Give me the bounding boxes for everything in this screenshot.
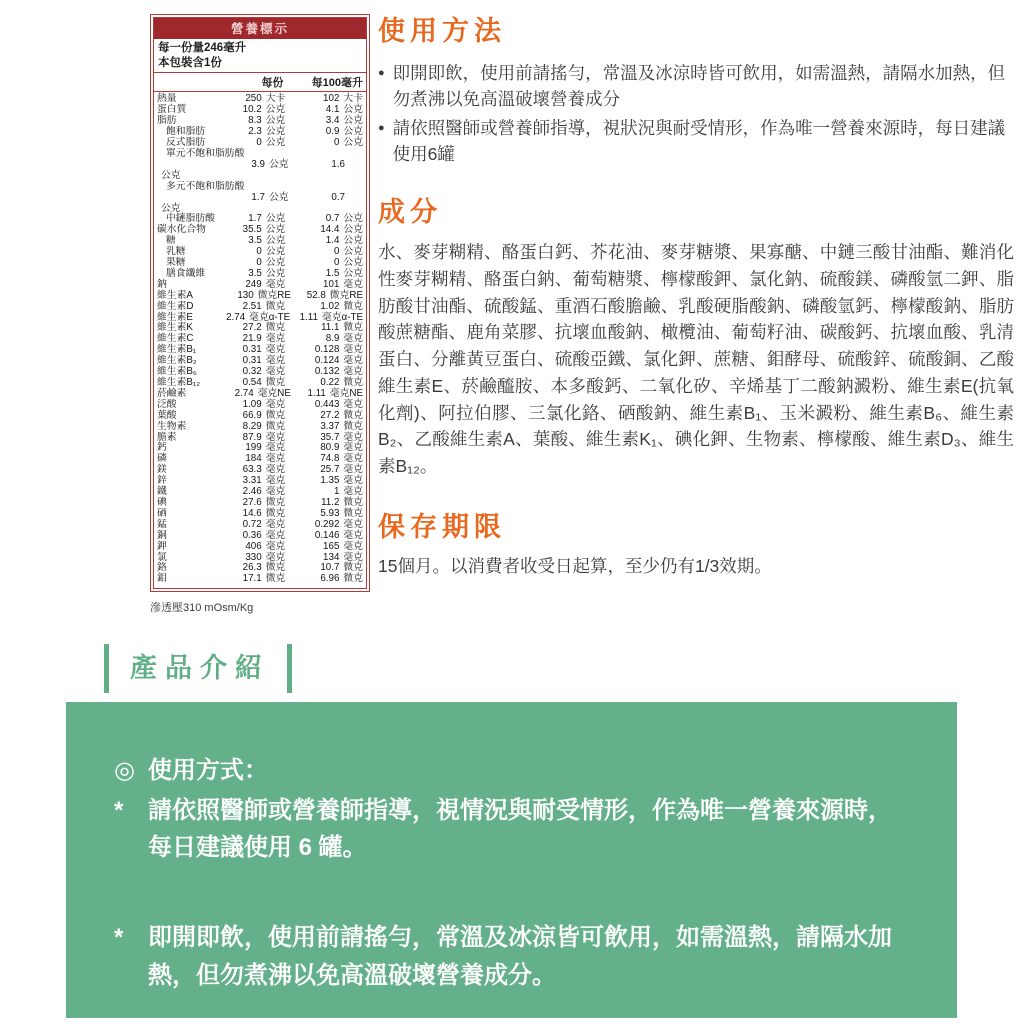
value-per-100ml: 165	[323, 540, 340, 552]
unit-per-serving: 毫克	[265, 475, 286, 487]
osmolality-note: 滲透壓310 mOsm/Kg	[150, 602, 254, 615]
unit-per-100ml: 毫克	[343, 431, 363, 443]
unit-per-serving: 微克	[265, 377, 286, 388]
intro-line-marker: *	[114, 924, 124, 952]
unit-per-100ml: 微克	[343, 562, 363, 574]
unit-per-100ml: 微克	[343, 377, 363, 388]
value-per-100ml: 0	[333, 137, 340, 149]
nutrient-name: 膽素	[157, 431, 177, 443]
value-per-100ml: 1.35	[320, 475, 340, 487]
unit-per-100ml: 公克	[161, 169, 181, 181]
value-per-serving: 0.31	[242, 344, 262, 356]
value-per-serving: 2.3	[248, 126, 262, 138]
unit-per-serving: 毫克	[265, 431, 286, 443]
unit-per-serving: 微克	[265, 420, 286, 432]
value-per-serving: 0.31	[242, 355, 262, 367]
unit-per-serving: 毫克	[265, 529, 286, 541]
nutrient-name: 鈉	[157, 278, 167, 290]
value-per-serving: 35.5	[242, 224, 262, 236]
value-per-100ml: 80.9	[320, 442, 340, 454]
nutrient-name: 維生素B₁₂	[157, 377, 201, 388]
unit-per-serving: 微克	[265, 573, 286, 585]
nutrition-row	[157, 542, 363, 553]
value-per-100ml: 35.7	[320, 431, 340, 443]
unit-per-100ml: 毫克	[343, 344, 363, 356]
nutrient-name: 生物素	[157, 420, 187, 432]
unit-per-serving: 微克	[265, 507, 286, 519]
nutrient-name: 碳水化合物	[157, 224, 206, 236]
nutrient-name: 碘	[157, 496, 167, 508]
value-per-serving: 26.3	[242, 562, 262, 574]
nutrition-row	[157, 574, 363, 585]
value-per-serving: 0.36	[242, 529, 262, 541]
value-per-100ml: 27.2	[320, 409, 340, 421]
nutrient-name: 鉻	[157, 562, 167, 574]
value-per-serving: 3.5	[248, 235, 262, 247]
unit-per-serving: 公克	[265, 235, 286, 247]
value-per-serving: 27.6	[242, 496, 262, 508]
unit-per-100ml: 毫克	[343, 366, 363, 378]
nutrition-label	[150, 14, 370, 592]
shelf-life-text: 15個月。以消費者收受日起算，至少仍有1/3效期。	[378, 556, 772, 577]
unit-per-serving: 毫克	[265, 355, 286, 367]
ingredients-section	[378, 197, 1014, 480]
nutrition-row	[157, 411, 363, 422]
value-per-serving: 0.54	[242, 377, 262, 388]
unit-per-100ml: 毫克	[343, 278, 363, 290]
value-per-serving: 2.46	[242, 486, 262, 498]
nutrient-name: 維生素E	[157, 311, 193, 323]
value-per-100ml: 0.443	[314, 398, 340, 410]
nutrient-name: 鉬	[157, 573, 167, 585]
nutrient-name: 鉀	[157, 540, 167, 552]
unit-per-100ml: 公克	[161, 202, 181, 214]
value-per-100ml: 0.7	[325, 213, 340, 225]
unit-per-100ml: 公克	[343, 267, 363, 279]
value-per-100ml: 0.132	[314, 366, 340, 378]
value-per-serving: 0	[256, 246, 262, 258]
value-per-100ml: 0	[333, 257, 340, 269]
unit-per-100ml: 毫克	[343, 540, 363, 552]
usage-list	[378, 60, 1014, 167]
value-per-100ml: 3.4	[325, 115, 340, 127]
unit-per-serving: 大卡	[265, 93, 286, 105]
unit-per-100ml: 公克	[343, 137, 363, 149]
value-per-serving: 250	[245, 93, 262, 105]
unit-per-serving: 毫克	[265, 464, 286, 476]
unit-per-serving: 公克	[265, 246, 286, 258]
value-per-100ml: 0.128	[314, 344, 340, 356]
unit-per-100ml: 公克	[343, 257, 363, 269]
value-per-serving: 87.9	[242, 431, 262, 443]
unit-per-100ml: 毫克	[343, 518, 363, 530]
nutrient-name: 脂肪	[157, 115, 177, 127]
value-per-serving: 184	[245, 453, 262, 465]
unit-per-serving: 公克	[265, 115, 286, 127]
unit-per-serving: 公克	[269, 191, 289, 203]
unit-per-serving: 毫克	[265, 366, 286, 378]
unit-per-serving: 公克	[265, 126, 286, 138]
value-per-100ml: 6.96	[320, 573, 340, 585]
intro-line-text: 即開即飲，使用前請搖勻，常溫及冰涼皆可飲用，如需溫熱，請隔水加熱，但勿煮沸以免高溫破壞營養成分。	[148, 924, 892, 989]
nutrient-name: 鈣	[157, 442, 167, 454]
value-per-serving: 130	[237, 289, 254, 301]
unit-per-100ml: 微克	[343, 322, 363, 334]
value-per-100ml: 25.7	[320, 464, 340, 476]
nutrient-name: 維生素D	[157, 300, 194, 312]
usage-section	[378, 16, 1014, 167]
unit-per-100ml: 微克	[343, 300, 363, 312]
nutrient-name: 膳食纖維	[166, 267, 206, 279]
unit-per-100ml: 毫克NE	[329, 387, 363, 399]
unit-per-serving: 公克	[269, 158, 289, 170]
value-per-100ml: 5.93	[320, 507, 340, 519]
value-per-100ml: 102	[323, 93, 340, 105]
unit-per-100ml: 公克	[343, 115, 363, 127]
unit-per-100ml: 毫克	[343, 551, 363, 563]
value-per-100ml: 1.6	[331, 158, 345, 170]
unit-per-serving: 毫克	[265, 551, 286, 563]
value-per-100ml: 1.02	[320, 300, 340, 312]
value-per-100ml: 0.7	[331, 191, 345, 203]
serving-info	[154, 39, 366, 73]
value-per-100ml: 134	[323, 551, 340, 563]
value-per-100ml: 11.2	[321, 496, 340, 508]
usage-item	[378, 60, 1014, 113]
value-per-serving: 3.5	[248, 267, 262, 279]
nutrient-name: 果糖	[166, 257, 186, 269]
unit-per-serving: 毫克	[265, 278, 286, 290]
unit-per-100ml: 微克RE	[329, 289, 363, 301]
info-column	[378, 16, 1014, 580]
unit-per-serving: 毫克α-TE	[249, 311, 291, 323]
nutrient-name: 硒	[157, 507, 167, 519]
value-per-100ml: 52.8	[306, 289, 326, 301]
unit-per-serving: 毫克	[265, 486, 286, 498]
bullet-icon: ●	[378, 121, 385, 134]
value-per-100ml: 1.5	[325, 267, 340, 279]
column-header-spacer	[157, 74, 233, 90]
nutrient-name: 單元不飽和脂肪酸	[166, 147, 245, 159]
nutrient-name: 鎂	[157, 464, 167, 476]
shelf-life-section	[378, 512, 1014, 580]
unit-per-100ml: 微克	[343, 507, 363, 519]
unit-per-serving: 微克	[265, 562, 286, 574]
value-per-serving: 0.72	[242, 518, 262, 530]
unit-per-100ml: 毫克	[343, 486, 363, 498]
unit-per-100ml: 微克	[343, 573, 363, 585]
intro-line	[114, 792, 915, 867]
value-per-100ml: 0.22	[320, 377, 340, 388]
servings-per-pack: 本包裝含1份	[158, 56, 222, 69]
unit-per-100ml: 公克	[343, 213, 363, 225]
unit-per-serving: 毫克	[265, 453, 286, 465]
nutrient-name: 熱量	[157, 93, 177, 105]
unit-per-serving: 微克	[265, 322, 286, 334]
nutrient-name: 飽和脂肪	[166, 126, 206, 138]
value-per-serving: 27.2	[242, 322, 262, 334]
nutrient-name: 糖	[166, 235, 176, 247]
nutrition-row	[157, 182, 363, 215]
unit-per-100ml: 毫克	[343, 529, 363, 541]
value-per-100ml: 14.4	[320, 224, 340, 236]
value-per-serving: 1.09	[242, 398, 262, 410]
value-per-serving: 2.74	[234, 387, 254, 399]
value-per-serving: 8.3	[248, 115, 262, 127]
nutrient-name: 維生素A	[157, 289, 193, 301]
bullet-icon: ●	[378, 67, 385, 80]
shelf-life-title: 保存期限	[378, 511, 506, 542]
intro-line-text: 請依照醫師或營養師指導，視情況與耐受情形，作為唯一營養來源時，每日建議使用 6 罐。	[148, 796, 892, 862]
unit-per-100ml: 毫克	[343, 355, 363, 367]
value-per-100ml: 11.1	[321, 322, 340, 334]
nutrient-name: 錳	[157, 518, 167, 530]
nutrition-row	[157, 302, 363, 313]
usage-item-text: 請依照醫師或營養師指導，視狀況與耐受情形，作為唯一營養來源時，每日建議使用6罐	[392, 117, 1006, 164]
value-per-serving: 21.9	[242, 333, 262, 345]
usage-title: 使用方法	[378, 16, 506, 46]
product-intro-box	[66, 702, 957, 1018]
column-header-per-serving: 每份	[261, 77, 284, 90]
unit-per-100ml: 公克	[343, 224, 363, 236]
value-per-serving: 2.51	[242, 300, 262, 312]
unit-per-serving: 毫克	[265, 442, 286, 454]
unit-per-serving: 毫克NE	[257, 387, 291, 399]
value-per-100ml: 3.37	[320, 420, 340, 432]
unit-per-serving: 公克	[265, 137, 286, 149]
unit-per-100ml: 毫克	[343, 398, 363, 410]
unit-per-100ml: 毫克	[343, 475, 363, 487]
value-per-100ml: 10.7	[320, 562, 340, 574]
intro-line	[114, 752, 915, 790]
nutrition-row	[157, 422, 363, 433]
nutrient-name: 蛋白質	[157, 104, 187, 116]
column-header-per-100ml: 每100毫升	[311, 77, 363, 90]
intro-line	[114, 919, 915, 994]
value-per-serving: 1.7	[248, 213, 262, 225]
product-intro-heading-text: 產品介紹	[130, 653, 270, 683]
nutrition-label-title: 營養標示	[154, 18, 366, 39]
unit-per-serving: 毫克	[265, 518, 286, 530]
value-per-serving: 3.9	[251, 158, 265, 170]
value-per-100ml: 4.1	[325, 104, 340, 116]
ingredients-text: 水、麥芽糊精、酪蛋白鈣、芥花油、麥芽糖漿、果寡醣、中鏈三酸甘油酯、難消化性麥芽糊精、酪蛋白鈉、葡萄糖漿、檸檬酸鉀、氯化鈉、硫酸鎂、磷酸氫二鉀、脂肪酸甘油酯、硫酸錳、重酒石酸膽鹼、乳酸硬脂酸鈉、磷酸氫鈣、檸檬酸鈉、脂肪酸蔗糖酯、鹿角菜膠、抗壞血酸鈉、橄欖油、葡萄籽油、碳酸鈣、抗壞血酸、乳清蛋白、分離黃豆蛋白、硫酸亞鐵、氯化鉀、蔗糖、鉬酵母、硫酸鋅、硫酸銅、乙酸維生素E、菸鹼醯胺、本多酸鈣、二氧化矽、辛烯基丁二酸鈉澱粉、維生素E(抗氧化劑)、阿拉伯膠、三氯化鉻、硒酸鈉、維生素B₁、玉米澱粉、維生素B₆、維生素B₂、乙酸維生素A、葉酸、維生素K₁、碘化鉀、生物素、檸檬酸、維生素D₃、維生素B₁₂。	[378, 242, 1014, 477]
value-per-serving: 8.29	[242, 420, 262, 432]
nutrition-rows	[154, 92, 366, 588]
unit-per-100ml: 毫克α-TE	[321, 311, 363, 323]
unit-per-serving: 微克RE	[257, 289, 291, 301]
intro-line-marker: *	[114, 796, 124, 824]
ingredients-title: 成分	[378, 197, 442, 228]
value-per-serving: 2.74	[226, 311, 246, 323]
nutrition-label-section	[150, 14, 370, 615]
unit-per-serving: 毫克	[265, 398, 286, 410]
unit-per-serving: 公克	[265, 104, 286, 116]
intro-line-text: 使用方式：	[148, 757, 268, 784]
unit-per-100ml: 毫克	[343, 453, 363, 465]
value-per-serving: 0	[256, 137, 262, 149]
value-per-serving: 10.2	[242, 104, 262, 116]
unit-per-serving: 毫克	[265, 540, 286, 552]
value-per-serving: 3.31	[242, 475, 262, 487]
value-per-serving: 199	[245, 442, 262, 454]
unit-per-serving: 微克	[265, 409, 286, 421]
value-per-100ml: 0.292	[314, 518, 340, 530]
nutrient-name: 磷	[157, 453, 167, 465]
value-per-100ml: 0.124	[314, 355, 340, 367]
unit-per-100ml: 微克	[343, 420, 363, 432]
nutrition-row	[157, 149, 363, 182]
value-per-serving: 14.6	[242, 507, 262, 519]
value-per-100ml: 0.146	[314, 529, 340, 541]
product-intro-heading	[104, 644, 292, 693]
nutrient-name: 泛酸	[157, 398, 177, 410]
nutrient-name: 多元不飽和脂肪酸	[166, 180, 245, 192]
value-per-serving: 66.9	[242, 409, 262, 421]
unit-per-serving: 公克	[265, 257, 286, 269]
nutrition-column-headers	[154, 73, 366, 92]
unit-per-serving: 微克	[265, 300, 286, 312]
unit-per-100ml: 公克	[343, 126, 363, 138]
value-per-serving: 17.1	[242, 573, 262, 585]
unit-per-100ml: 微克	[343, 409, 363, 421]
unit-per-serving: 微克	[265, 496, 286, 508]
unit-per-100ml: 毫克	[343, 333, 363, 345]
value-per-100ml: 8.9	[325, 333, 340, 345]
nutrient-name: 維生素K	[157, 322, 193, 334]
nutrient-name: 維生素B₂	[157, 355, 197, 367]
value-per-100ml: 101	[323, 278, 340, 290]
usage-item-text: 即開即飲，使用前請搖勻，常溫及冰涼時皆可飲用，如需溫熱，請隔水加熱，但勿煮沸以免高溫破壞營養成分	[392, 63, 1006, 110]
nutrient-name: 鐵	[157, 486, 167, 498]
unit-per-100ml: 公克	[343, 235, 363, 247]
value-per-serving: 406	[245, 540, 262, 552]
nutrient-name: 氯	[157, 551, 167, 563]
unit-per-100ml: 大卡	[343, 93, 363, 105]
unit-per-serving: 公克	[265, 267, 286, 279]
serving-size: 每一份量246毫升	[158, 42, 247, 54]
nutrient-name: 鋅	[157, 475, 167, 487]
unit-per-serving: 公克	[265, 213, 286, 225]
intro-line-marker: ◎	[114, 757, 135, 784]
nutrient-name: 乳糖	[166, 246, 186, 258]
value-per-serving: 63.3	[242, 464, 262, 476]
value-per-serving: 249	[245, 278, 262, 290]
unit-per-100ml: 毫克	[343, 464, 363, 476]
value-per-100ml: 1.4	[325, 235, 340, 247]
nutrient-name: 維生素B₆	[157, 366, 197, 378]
nutrition-row	[157, 531, 363, 542]
value-per-100ml: 74.8	[320, 453, 340, 465]
unit-per-serving: 毫克	[265, 333, 286, 345]
value-per-100ml: 0.9	[325, 126, 340, 138]
nutrient-name: 反式脂肪	[166, 137, 206, 149]
value-per-serving: 0	[256, 257, 262, 269]
unit-per-100ml: 微克	[343, 496, 363, 508]
value-per-serving: 0.32	[242, 366, 262, 378]
unit-per-serving: 公克	[265, 224, 286, 236]
usage-item	[378, 115, 1014, 168]
nutrient-name: 中鏈脂肪酸	[166, 213, 215, 225]
nutrient-name: 維生素C	[157, 333, 194, 345]
nutrient-name: 維生素B₁	[157, 344, 197, 356]
unit-per-serving: 毫克	[265, 344, 286, 356]
nutrient-name: 葉酸	[157, 409, 177, 421]
value-per-serving: 330	[245, 551, 262, 563]
value-per-100ml: 0	[333, 246, 340, 258]
value-per-100ml: 1.11	[307, 387, 326, 399]
unit-per-100ml: 公克	[343, 104, 363, 116]
unit-per-100ml: 公克	[343, 246, 363, 258]
unit-per-100ml: 毫克	[343, 442, 363, 454]
value-per-100ml: 1	[333, 486, 340, 498]
value-per-serving: 1.7	[251, 191, 265, 203]
nutrient-name: 菸鹼素	[157, 387, 187, 399]
value-per-100ml: 1.11	[299, 311, 318, 323]
nutrient-name: 銅	[157, 529, 167, 541]
